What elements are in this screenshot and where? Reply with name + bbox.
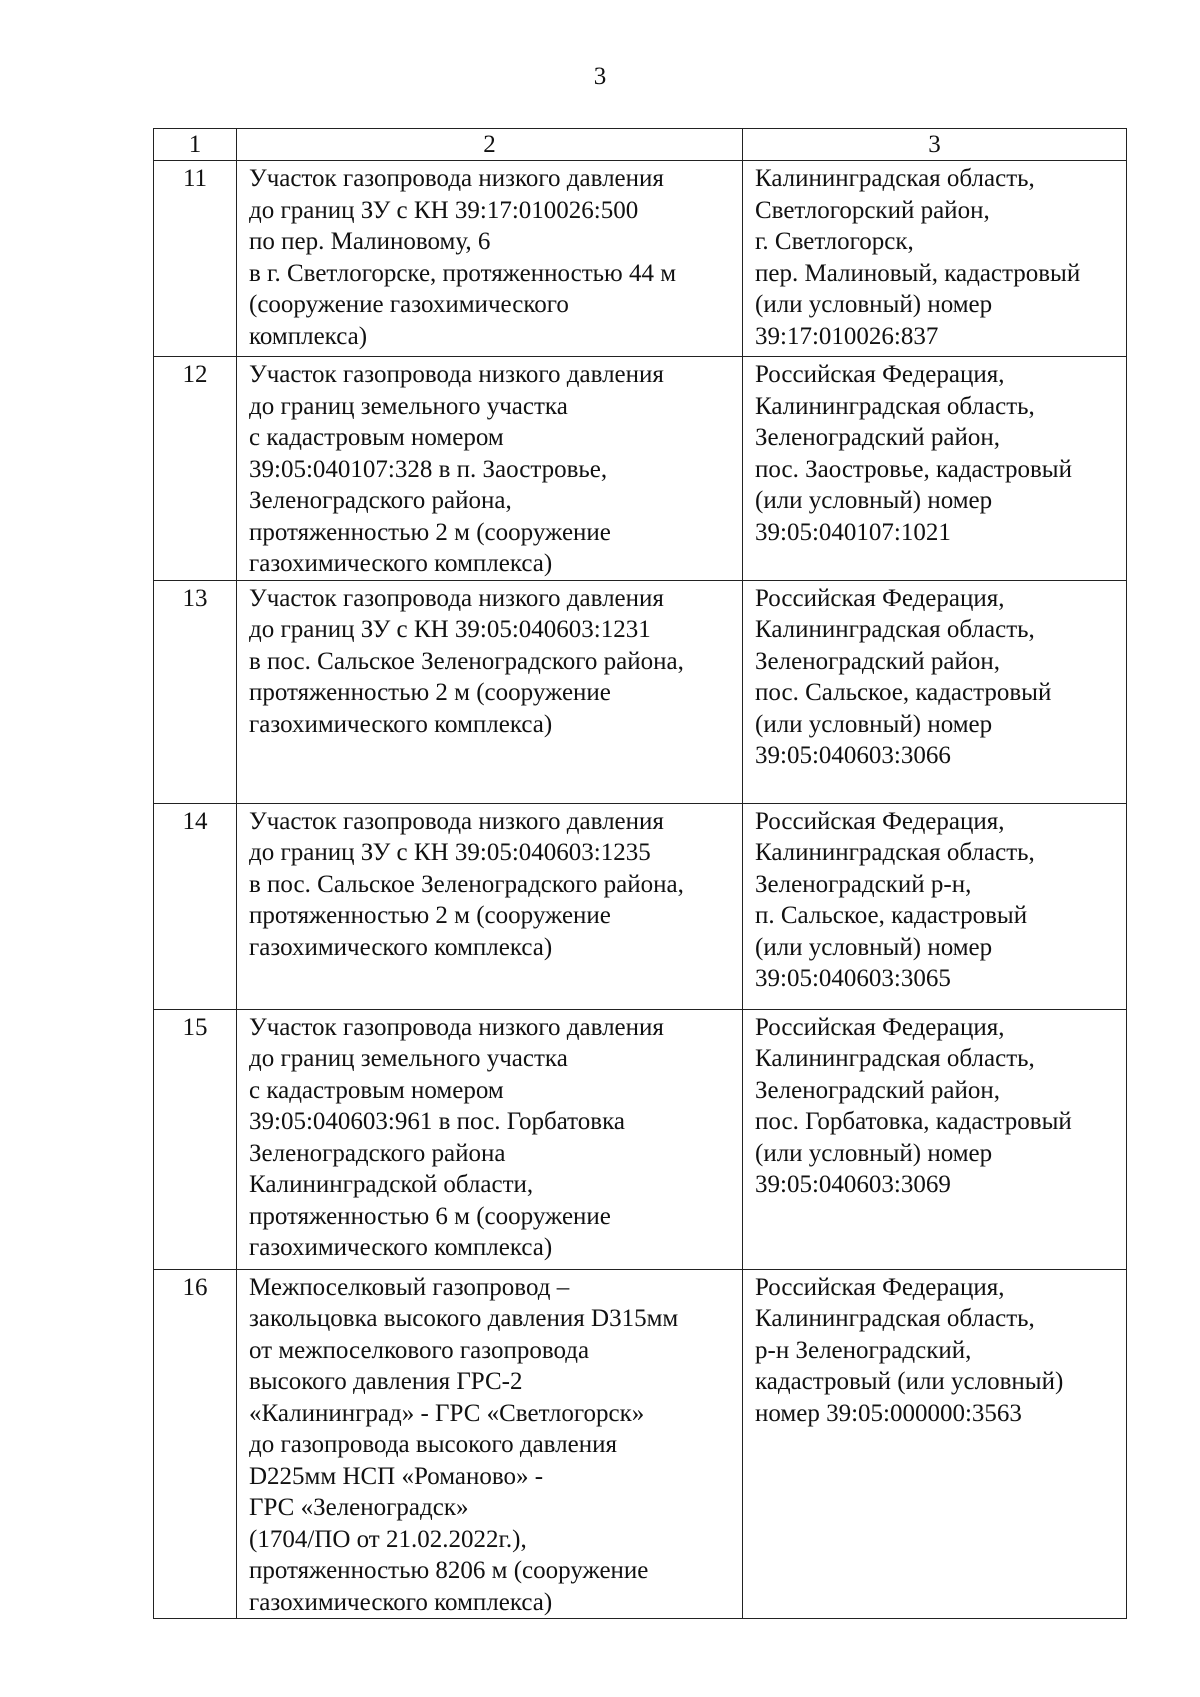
object-description: Участок газопровода низкого давления до границ земельного участка с кадастровым номером 39:05:040107:328 в п. Заостровье, Зеленоградского района, протяженностью 2 м (сооружение газохимического комплекса) [237,357,743,581]
object-address: Российская Федерация, Калининградская область, Зеленоградский р-н, п. Сальское, кадастровый (или условный) номер 39:05:040603:3065 [743,803,1127,1009]
object-address: Российская Федерация, Калининградская область, Зеленоградский район, пос. Горбатовка, кадастровый (или условный) номер 39:05:040603:3069 [743,1009,1127,1269]
column-header-1: 1 [154,129,237,161]
table-row [154,803,1127,1009]
table-row [154,161,1127,357]
object-description: Участок газопровода низкого давления до границ ЗУ с КН 39:05:040603:1235 в пос. Сальское Зеленоградского района, протяженностью 2 м (сооружение газохимического комплекса) [237,803,743,1009]
page-number: 3 [593,63,607,90]
object-address: Российская Федерация, Калининградская область, Зеленоградский район, пос. Заостровье, кадастровый (или условный) номер 39:05:040107:1021 [743,357,1127,581]
table-row [154,1269,1127,1619]
object-address: Российская Федерация, Калининградская область, Зеленоградский район, пос. Сальское, кадастровый (или условный) номер 39:05:040603:3066 [743,580,1127,803]
table-row [154,357,1127,581]
row-number: 14 [154,803,237,1009]
row-number: 11 [154,161,237,357]
object-address: Калининградская область, Светлогорский район, г. Светлогорск, пер. Малиновый, кадастровый (или условный) номер 39:17:010026:837 [743,161,1127,357]
row-number: 16 [154,1269,237,1619]
object-description: Участок газопровода низкого давления до границ ЗУ с КН 39:17:010026:500 по пер. Малиновому, 6 в г. Светлогорске, протяженностью 44 м (сооружение газохимического комплекса) [237,161,743,357]
row-number: 12 [154,357,237,581]
column-header-3: 3 [743,129,1127,161]
object-address: Российская Федерация, Калининградская область, р-н Зеленоградский, кадастровый (или условный) номер 39:05:000000:3563 [743,1269,1127,1619]
column-header-2: 2 [237,129,743,161]
row-number: 15 [154,1009,237,1269]
table-row [154,580,1127,803]
table-row [154,1009,1127,1269]
row-number: 13 [154,580,237,803]
object-description: Участок газопровода низкого давления до границ ЗУ с КН 39:05:040603:1231 в пос. Сальское Зеленоградского района, протяженностью 2 м (сооружение газохимического комплекса) [237,580,743,803]
object-description: Межпоселковый газопровод – закольцовка высокого давления D315мм от межпоселкового газопровода высокого давления ГРС-2 «Калининград» - ГРС «Светлогорск» до газопровода высокого давления D225мм НСП «Романово» - ГРС «Зеленоградск» (1704/ПО от 21.02.2022г.), протяженностью 8206 м (сооружение газохимического комплекса) [237,1269,743,1619]
table-header-row [154,129,1127,161]
objects-table [153,128,1127,1619]
object-description: Участок газопровода низкого давления до границ земельного участка с кадастровым номером 39:05:040603:961 в пос. Горбатовка Зеленоградского района Калининградской области, протяженностью 6 м (сооружение газохимического комплекса) [237,1009,743,1269]
